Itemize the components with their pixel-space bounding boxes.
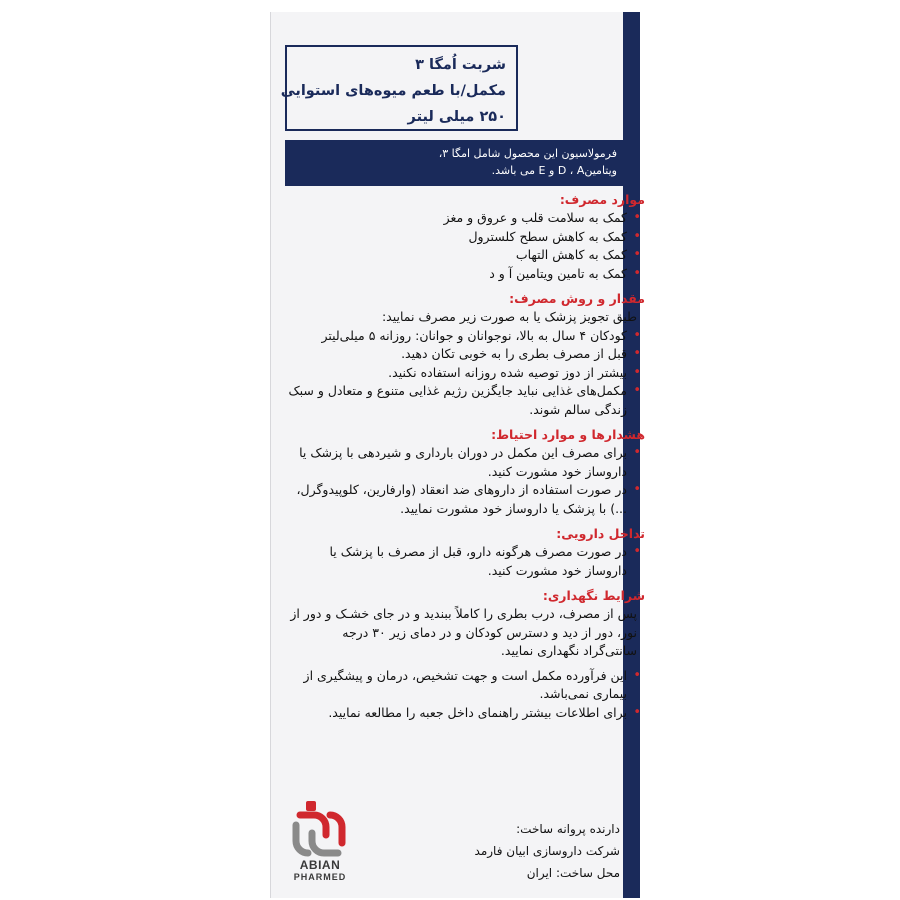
storage-text: پس از مصرف، درب بطری را کاملاً ببندید و در جای خشـک و دور از نور، دور از دید و دسترس کودکان و در دمای زیر ۳۰ درجه سانتی‌گراد نگهداری نمایید. [290, 606, 637, 658]
product-title: شربت اُمگا ۳ [415, 57, 506, 73]
list-item: • در صورت استفاده از داروهای ضد انعقاد (وارفارین، کلوپیدوگرل، ...) با پزشک یا داروساز خود مشورت نمایید. [285, 481, 645, 518]
formulation-box [285, 140, 625, 186]
place-of-manufacture: محل ساخت: ایران [526, 866, 620, 880]
dosage-heading: مقدار و روش مصرف: [509, 291, 645, 306]
warnings-list [285, 444, 645, 518]
logo-name: ABIAN [299, 858, 341, 872]
storage-section [285, 587, 645, 661]
list-item: • قبل از مصرف بطری را به خوبی تکان دهید. [285, 345, 645, 364]
formulation-line-1: فرمولاسیون این محصول شامل امگا ۳، [438, 147, 617, 160]
product-subtitle: مکمل/با طعم میوه‌های استوایی [280, 83, 506, 99]
dosage-list [285, 327, 645, 420]
interactions-heading: تداخل دارویی: [556, 526, 645, 541]
company-name: شرکت داروسازی ابیان فارمد [474, 844, 620, 858]
warnings-heading: هشدارها و موارد احتیاط: [491, 427, 645, 442]
list-item: • برای اطلاعات بیشتر راهنمای داخل جعبه را مطالعه نمایید. [285, 704, 645, 723]
license-holder-label: دارنده پروانه ساخت: [516, 822, 620, 836]
manufacturer-info [440, 818, 620, 884]
leaflet-content [285, 190, 645, 722]
logo-subname: PHARMED [293, 872, 347, 882]
list-item: • در صورت مصرف هرگونه دارو، قبل از مصرف با پزشک یا داروساز خود مشورت کنید. [285, 543, 645, 580]
notes-section [285, 667, 645, 723]
list-item: • کمک به تامین ویتامین آ و د [285, 265, 645, 284]
list-item: • کودکان ۴ سال به بالا، نوجوانان و جوانان: روزانه ۵ میلی‌لیتر [285, 327, 645, 346]
interactions-list [285, 543, 645, 580]
dosage-intro: طبق تجویز پزشک یا به صورت زیر مصرف نمایید: [381, 309, 637, 324]
list-item: • کمک به سلامت قلب و عروق و مغز [285, 209, 645, 228]
list-item: • مکمل‌های غذایی نباید جایگزین رژیم غذایی متنوع و متعادل و سبک زندگی سالم شوند. [285, 382, 645, 419]
list-item: • برای مصرف این مکمل در دوران بارداری و شیردهی با پزشک یا داروساز خود مشورت کنید. [285, 444, 645, 481]
list-item: • کمک به کاهش سطح کلسترول [285, 228, 645, 247]
product-volume: ۲۵۰ میلی لیتر [407, 109, 506, 125]
product-title-box [280, 45, 518, 131]
storage-heading: شرایط نگهداری: [542, 588, 645, 603]
uses-list [285, 209, 645, 283]
formulation-line-2: ویتامینD ، A و E می باشد. [491, 164, 617, 177]
list-item: • این فرآورده مکمل است و جهت تشخیص، درمان و پیشگیری از بیماری نمی‌باشد. [285, 667, 645, 704]
dosage-section [285, 290, 645, 419]
notes-list [285, 667, 645, 723]
list-item: • بیشتر از دوز توصیه شده روزانه استفاده نکنید. [285, 364, 645, 383]
list-item: • کمک به کاهش التهاب [285, 246, 645, 265]
warnings-section [285, 426, 645, 518]
uses-heading: موارد مصرف: [559, 192, 645, 207]
interactions-section [285, 525, 645, 580]
uses-section [285, 191, 645, 283]
